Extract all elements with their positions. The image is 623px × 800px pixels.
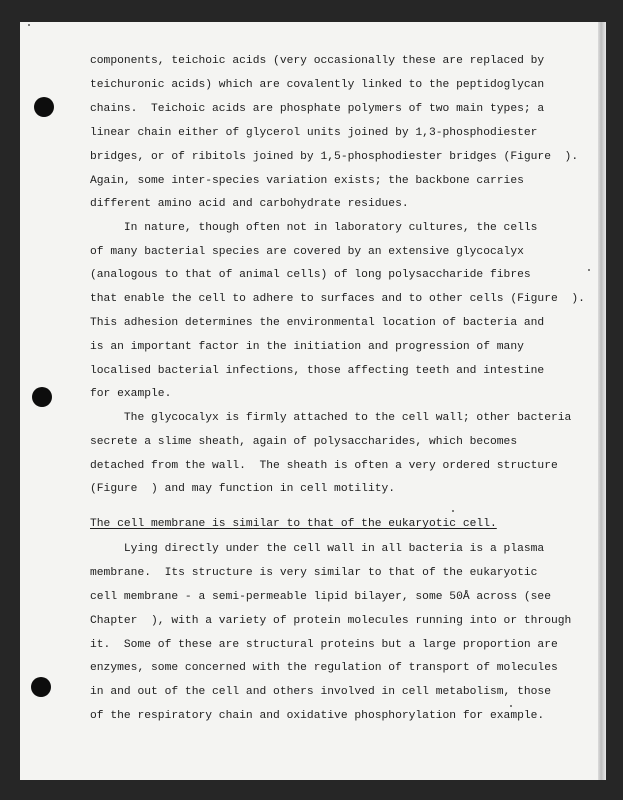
body-line: of the respiratory chain and oxidative phosphorylation for example. xyxy=(90,710,545,722)
body-line: Chapter ), with a variety of protein molecules running into or through xyxy=(90,615,572,627)
body-line: enzymes, some concerned with the regulation of transport of molecules xyxy=(90,662,558,674)
body-line: it. Some of these are structural proteins but a large proportion are xyxy=(90,639,558,651)
body-line: that enable the cell to adhere to surfaces and to other cells (Figure ). xyxy=(90,293,585,305)
body-line: membrane. Its structure is very similar to that of the eukaryotic xyxy=(90,567,538,579)
body-line: detached from the wall. The sheath is often a very ordered structure xyxy=(90,460,558,472)
punch-hole-middle xyxy=(32,387,52,407)
body-line: chains. Teichoic acids are phosphate polymers of two main types; a xyxy=(90,103,545,115)
body-line: bridges, or of ribitols joined by 1,5-phosphodiester bridges (Figure ). xyxy=(90,151,579,163)
body-line: for example. xyxy=(90,388,172,400)
body-line: Lying directly under the cell wall in all bacteria is a plasma xyxy=(90,543,545,555)
body-line: in and out of the cell and others involved in cell metabolism, those xyxy=(90,686,551,698)
body-line: The glycocalyx is firmly attached to the cell wall; other bacteria xyxy=(90,412,572,424)
punch-hole-top xyxy=(34,97,54,117)
scan-speck xyxy=(452,510,454,512)
body-line: secrete a slime sheath, again of polysaccharides, which becomes xyxy=(90,436,518,448)
body-line: This adhesion determines the environmental location of bacteria and xyxy=(90,317,545,329)
body-line: is an important factor in the initiation and progression of many xyxy=(90,341,524,353)
body-line: In nature, though often not in laboratory cultures, the cells xyxy=(90,222,538,234)
scan-speck xyxy=(28,24,30,26)
scan-speck xyxy=(510,705,512,707)
body-line: Again, some inter-species variation exists; the backbone carries xyxy=(90,175,524,187)
page-edge-shadow xyxy=(598,22,606,780)
body-line: cell membrane - a semi-permeable lipid bilayer, some 50Å across (see xyxy=(90,591,551,603)
body-line: localised bacterial infections, those affecting teeth and intestine xyxy=(90,365,545,377)
body-line: (Figure ) and may function in cell motility. xyxy=(90,483,396,495)
punch-hole-bottom xyxy=(31,677,51,697)
body-line: different amino acid and carbohydrate residues. xyxy=(90,198,409,210)
body-line: teichuronic acids) which are covalently linked to the peptidoglycan xyxy=(90,79,545,91)
body-line: linear chain either of glycerol units joined by 1,3-phosphodiester xyxy=(90,127,538,139)
body-line: of many bacterial species are covered by an extensive glycocalyx xyxy=(90,246,524,258)
scan-speck xyxy=(588,269,590,271)
body-line: (analogous to that of animal cells) of long polysaccharide fibres xyxy=(90,269,531,281)
section-heading: The cell membrane is similar to that of the eukaryotic cell. xyxy=(90,518,497,530)
body-line: components, teichoic acids (very occasionally these are replaced by xyxy=(90,55,545,67)
